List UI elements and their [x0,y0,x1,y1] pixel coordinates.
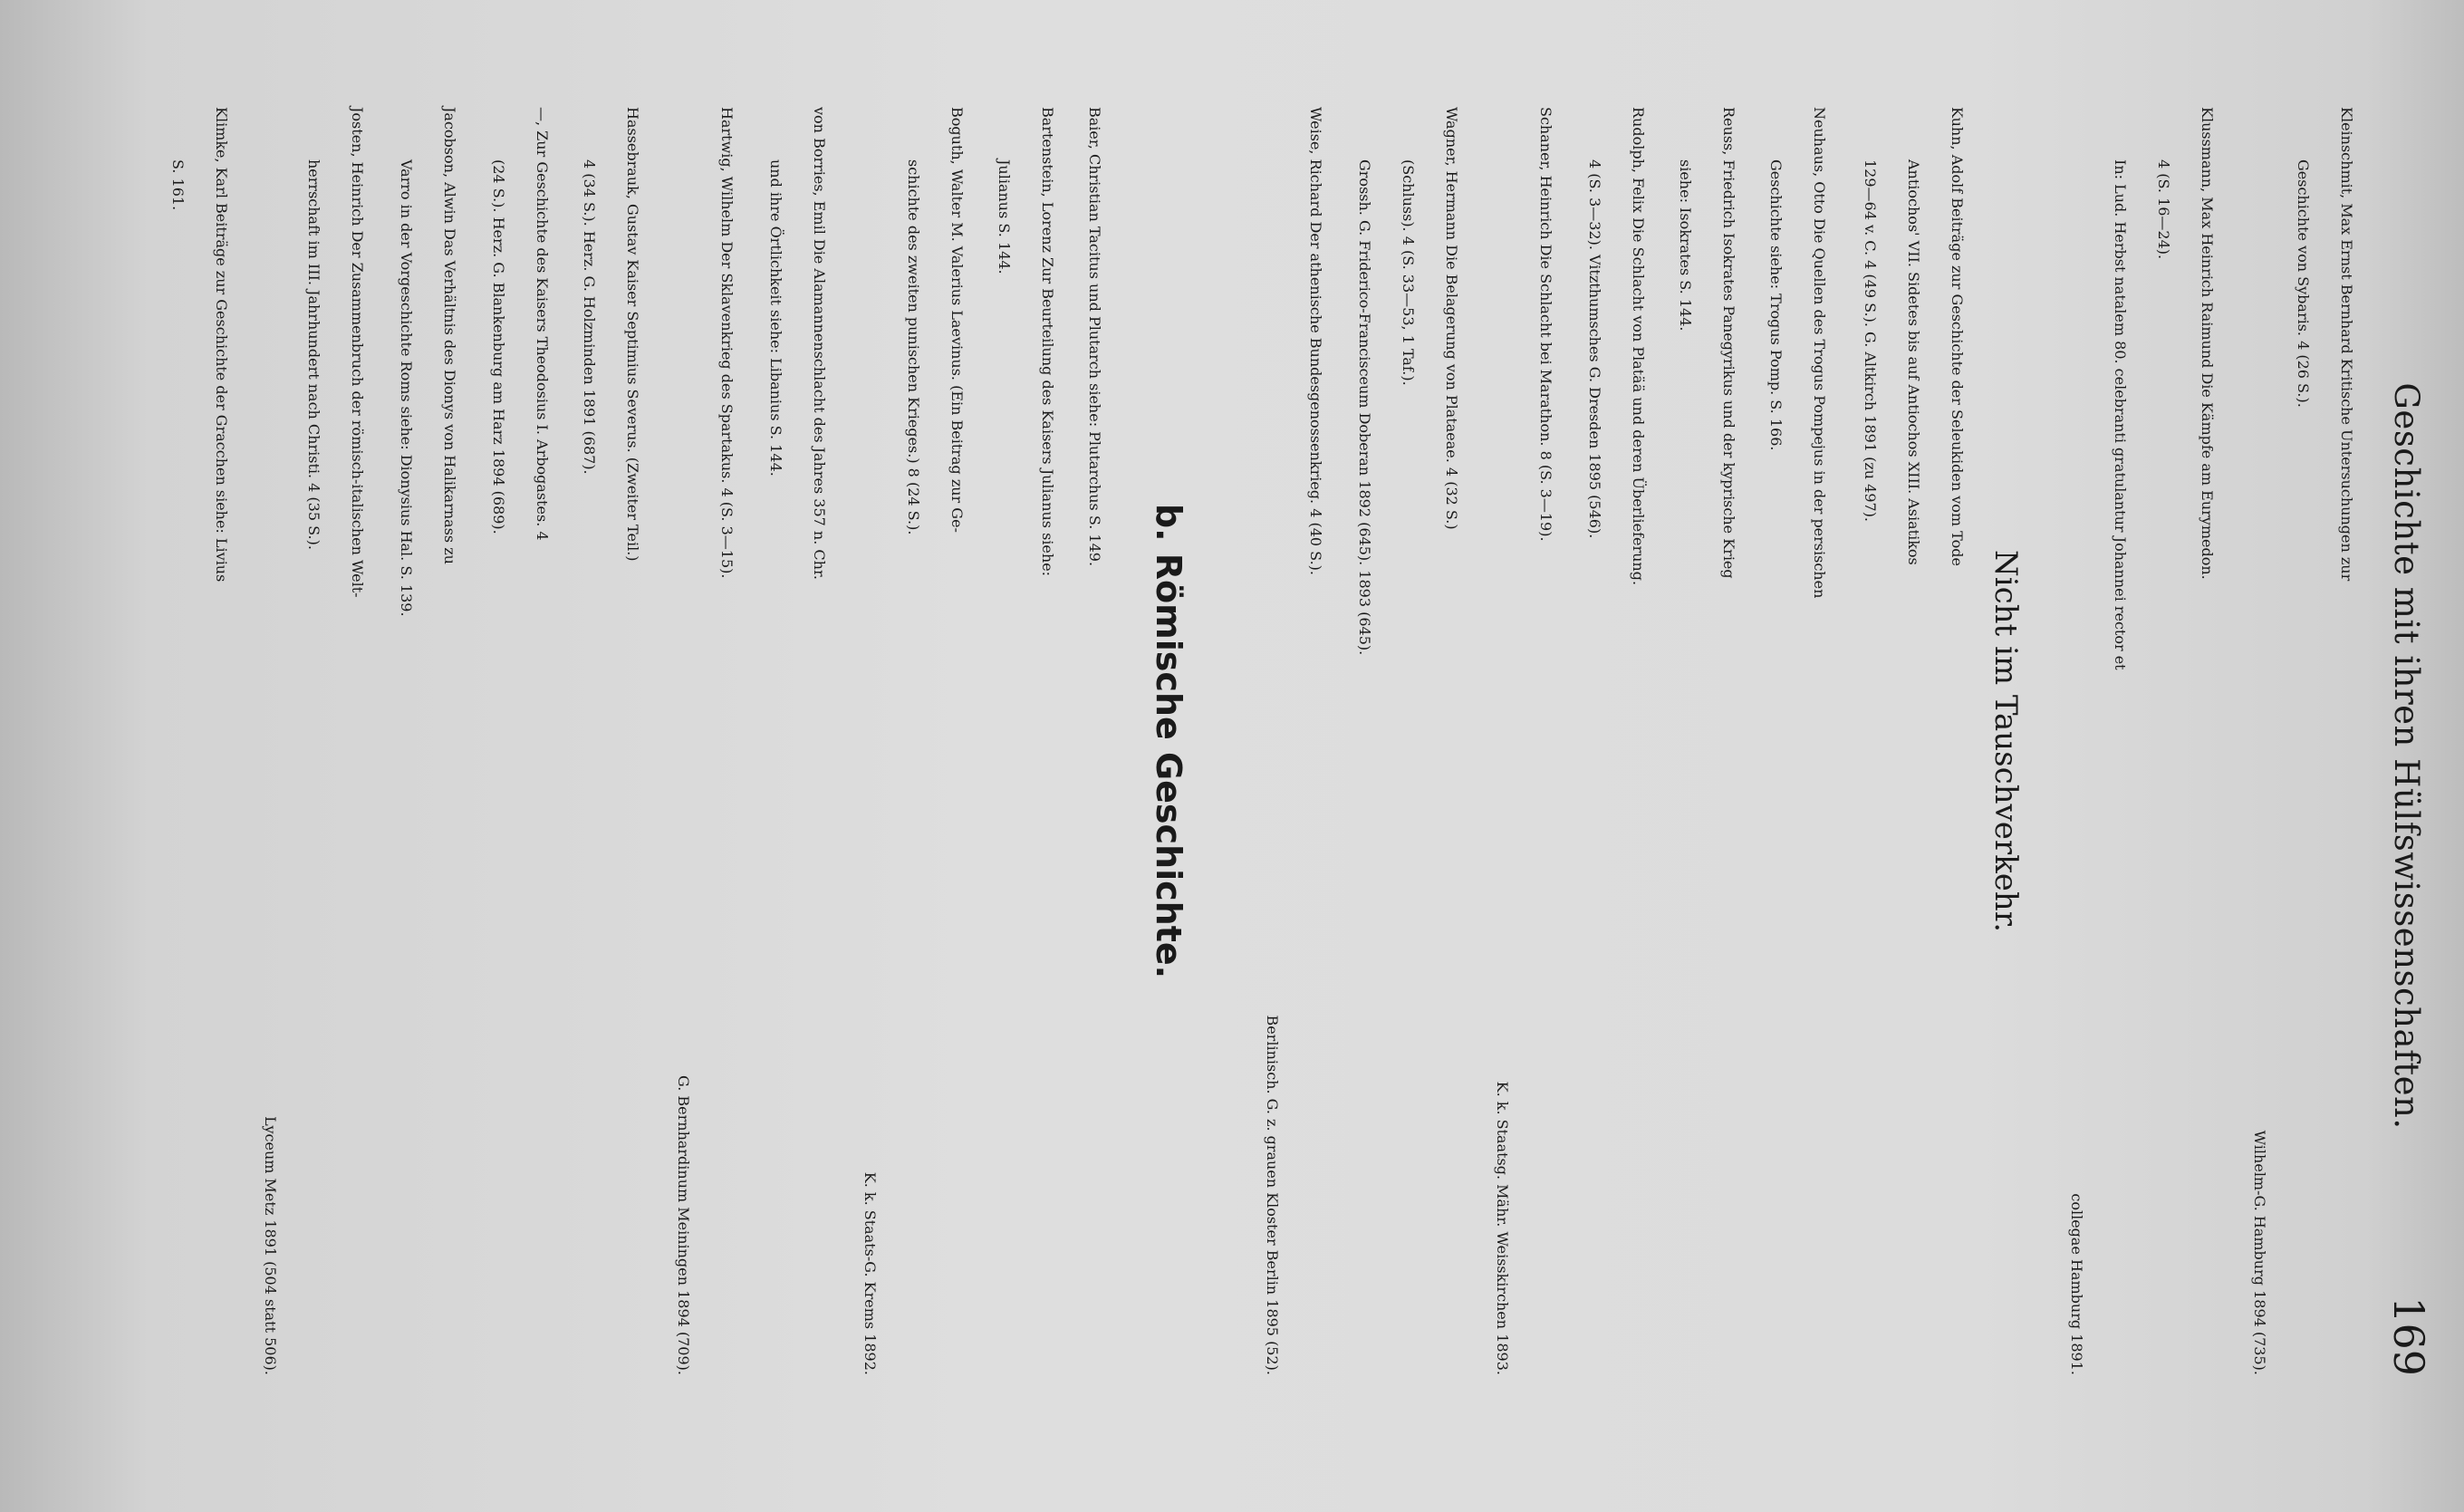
entry-line: von Borries, Emil Die Alamannenschlacht des Jahres 357 n. Chr. [811,107,828,580]
entry-line: Jacobson, Alwin Das Verhältnis des Dionys von Halikarnass zu [441,107,458,564]
entry-line: collegae Hamburg 1891. [2068,1193,2085,1375]
section-heading: b. Römische Geschichte. [1149,503,1189,979]
entry-line: Weise, Richard Der athenische Bundesgenossenkrieg. 4 (40 S.). [1307,107,1324,575]
entry-line: Grossh. G. Friderico-Francisceum Doberan 1892 (645). 1893 (645). [1356,159,1373,656]
entry-line: Varro in der Vorgeschichte Roms siehe: Dionysius Hal. S. 139. [398,159,415,617]
entry-line: Boguth, Walter M. Valerius Laevinus. (Ein Beitrag zur Ge- [948,107,966,533]
entry-line: 129—64 v. C. 4 (49 S.). G. Altkirch 1891 (zu 497). [1862,159,1879,523]
entry-line: siehe: Isokrates S. 144. [1677,159,1694,332]
entry-line: Berlinisch. G. z. grauen Kloster Berlin 1895 (52). [1264,1015,1281,1375]
entry-line: Wagner, Hermann Die Belagerung von Plataeae. 4 (32 S.) [1443,107,1460,530]
entry-line: 4 (S. 3—32). Vitzthumsches G. Dresden 1895 (546). [1586,159,1603,539]
entry-line: S. 161. [169,159,187,211]
entry-line: K. k. Staatsg. Mähr. Weisskirchen 1893. [1494,1081,1511,1375]
entry-line: G. Bernhardinum Meiningen 1894 (709). [675,1075,692,1375]
entry-line: K. k. Staats-G. Krems 1892. [861,1171,879,1375]
entry-line: (Schluss). 4 (S. 33—53, 1 Taf.). [1400,159,1417,386]
entry-line: Hassebrauk, Gustav Kaiser Septimius Severus. (Zweiter Teil.) [624,107,641,562]
note-line: Nicht im Tauschverkehr. [1988,549,2024,933]
entry-line: Klussmann, Max Heinrich Raimund Die Kämpfe am Eurymedon. [2199,107,2216,580]
entry-line: Geschichte von Sybaris. 4 (26 S.). [2295,159,2312,408]
entry-line: Baier, Christian Tacitus und Plutarch siehe: Plutarchus S. 149. [1086,107,1103,567]
entry-line: Wilhelm-G. Hamburg 1894 (735). [2251,1130,2268,1375]
entry-line: Rudolph, Felix Die Schlacht von Platää und deren Überlieferung. [1630,107,1647,586]
entry-line: herrschaft im III. Jahrhundert nach Christi. 4 (35 S.). [305,159,322,550]
entry-line: Reuss, Friedrich Isokrates Panegyrikus und der kyprische Krieg [1720,107,1737,579]
entry-line: schichte des zweiten punischen Krieges.) 8 (24 S.). [905,159,922,535]
entry-line: Geschichte siehe: Trogus Pomp. S. 166. [1767,159,1785,451]
entry-line: —, Zur Geschichte des Kaisers Theodosius I. Arbogastes. 4 [534,107,551,541]
entry-line: In: Lud. Herbst natalem 80. celebranti gratulantur Johannei rector et [2112,159,2129,670]
entry-line: 4 (34 S.). Herz. G. Holzminden 1891 (687). [581,159,598,475]
entry-line: 4 (S. 16—24). [2155,159,2172,260]
entry-line: (24 S.). Herz. G. Blankenburg am Harz 1894 (689). [490,159,507,534]
entry-line: Bartenstein, Lorenz Zur Beurteilung des Kaisers Julianus siehe: [1039,107,1056,577]
entry-line: Schaner, Heinrich Die Schlacht bei Marathon. 8 (S. 3—19). [1537,107,1554,542]
entry-line: Neuhaus, Otto Die Quellen des Trogus Pompejus in der persischen [1811,107,1828,599]
entry-line: und ihre Örtlichkeit siehe: Libanius S. 144. [767,159,784,477]
entry-line: Hartwig, Wilhelm Der Sklavenkrieg des Spartakus. 4 (S. 3—15). [718,107,736,579]
running-header-title: Geschichte mit ihren Hülfswissenschaften. [2387,382,2426,1130]
entry-line: Antiochos' VII. Sidetes bis auf Antiochos XIII. Asiatikos [1905,159,1922,565]
entry-line: Josten, Heinrich Der Zusammenbruch der römisch-italischen Welt- [349,107,366,598]
entry-line: Klimke, Karl Beiträge zur Geschichte der Gracchen siehe: Livius [213,107,230,583]
entry-line: Julianus S. 144. [996,159,1013,274]
entry-line: Kuhn, Adolf Beiträge zur Geschichte der Seleukiden vom Tode [1949,107,1966,566]
page-number: 169 [2384,1296,2433,1376]
entry-line: Lyceum Metz 1891 (504 statt 506). [262,1116,279,1375]
entry-line: Kleinschmit, Max Ernst Bernhard Kritische Untersuchungen zur [2338,107,2355,582]
